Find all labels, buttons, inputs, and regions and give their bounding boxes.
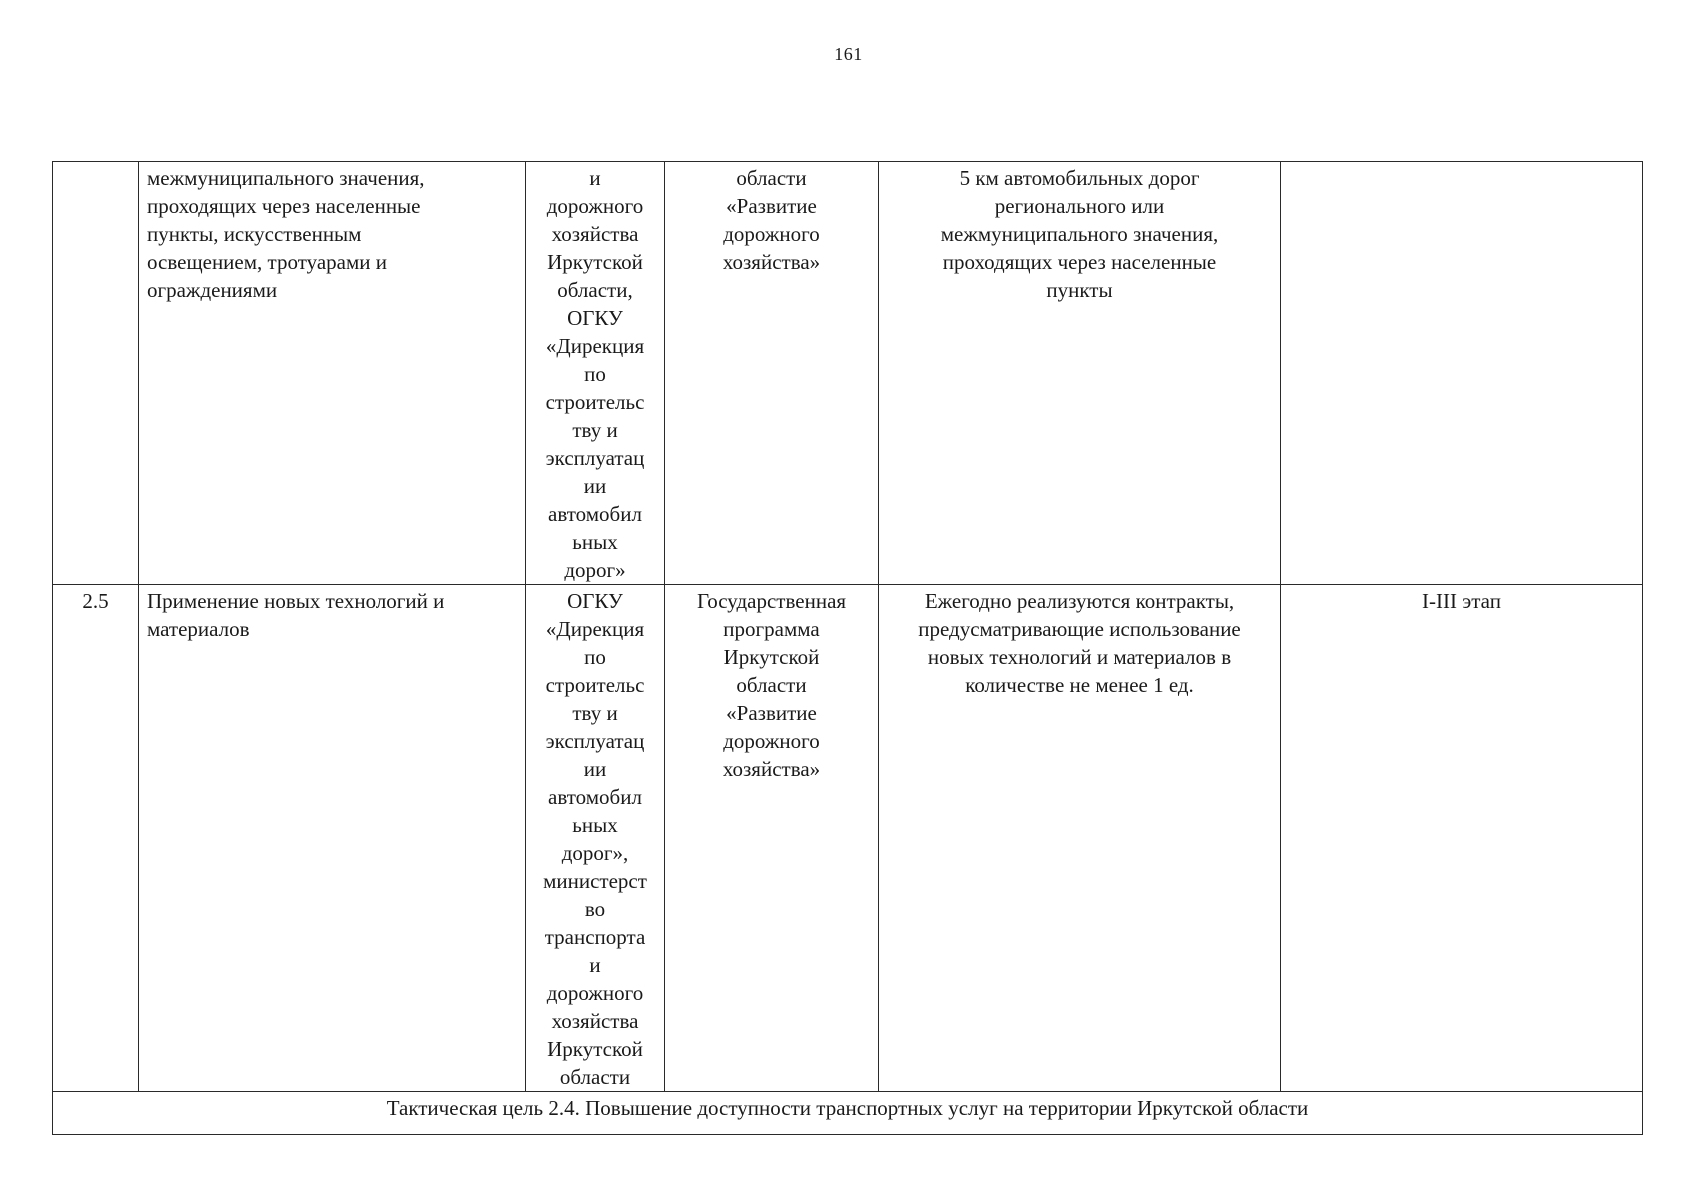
cell-text-line: проходящих через населенные <box>942 250 1217 274</box>
cell-text-line: Применение новых технологий и <box>147 589 445 613</box>
tactical-goal-row <box>53 1092 1643 1135</box>
cell-text-line: Государственная <box>696 589 847 613</box>
cell-text-line: освещением, тротуарами и <box>147 250 387 274</box>
cell-text-line: тву и <box>572 701 618 725</box>
cell-text-line: регионального или <box>994 194 1165 218</box>
action-cell <box>139 585 526 1092</box>
cell-text-line: тву и <box>572 418 618 442</box>
cell-text-line: области <box>736 673 807 697</box>
stage-cell: I-III этап <box>1281 585 1643 1092</box>
expected-result-cell <box>879 585 1281 1092</box>
cell-text-line: дорожного <box>546 194 644 218</box>
cell-text-line: «Развитие <box>726 701 817 725</box>
cell-text-line: хозяйства <box>551 1009 639 1033</box>
cell-text-line: по <box>584 362 606 386</box>
cell-text-line: Иркутской <box>723 645 820 669</box>
cell-text-line: ОГКУ <box>567 306 623 330</box>
cell-text-line: «Дирекция <box>545 617 645 641</box>
row-number-cell <box>53 162 139 585</box>
cell-text-line: межмуниципального значения, <box>940 222 1219 246</box>
cell-text-line: ьных <box>572 530 618 554</box>
cell-text-line: и <box>589 166 601 190</box>
cell-text-line: транспорта <box>544 925 646 949</box>
cell-text-line: «Дирекция <box>545 334 645 358</box>
cell-text-line: области <box>559 1065 631 1089</box>
cell-text-line: хозяйства <box>551 222 639 246</box>
cell-text-line: автомобил <box>548 785 642 809</box>
cell-text-line: эксплуатац <box>545 729 645 753</box>
table-row <box>53 162 1643 585</box>
cell-text-line: автомобил <box>548 502 642 526</box>
cell-text-line: хозяйства» <box>722 250 821 274</box>
cell-text-line: пункты, искусственным <box>147 222 362 246</box>
executor-cell <box>526 585 665 1092</box>
cell-text-line: ии <box>583 474 607 498</box>
cell-text-line: дорожного <box>723 729 820 753</box>
cell-text-line: по <box>584 645 606 669</box>
cell-text-line: области <box>736 166 807 190</box>
cell-text-line: эксплуатац <box>545 446 645 470</box>
cell-text-line: материалов <box>147 617 250 641</box>
cell-text-line: строительс <box>545 390 645 414</box>
executor-cell <box>526 162 665 585</box>
cell-text-line: строительс <box>545 673 645 697</box>
funding-source-cell <box>665 585 879 1092</box>
cell-text-line: Иркутской <box>547 1037 643 1061</box>
cell-text-line: дорожного <box>723 222 820 246</box>
cell-text-line: и <box>589 953 601 977</box>
cell-text-line: пункты <box>1046 278 1113 302</box>
table-row <box>53 585 1643 1092</box>
page-number: 161 <box>834 44 863 64</box>
row-number-cell: 2.5 <box>53 585 139 1092</box>
cell-text-line: дорожного <box>546 981 644 1005</box>
cell-text-line: новых технологий и материалов в <box>927 645 1232 669</box>
cell-text-line: предусматривающие использование <box>918 617 1241 641</box>
cell-text-line: Иркутской <box>547 250 643 274</box>
cell-text-line: межмуниципального значения, <box>147 166 425 190</box>
cell-text-line: ограждениями <box>147 278 278 302</box>
cell-text-line: области, <box>557 278 633 302</box>
cell-text-line: количестве не менее 1 ед. <box>965 673 1194 697</box>
document-table <box>52 161 1643 1135</box>
cell-text-line: дорог», <box>561 841 629 865</box>
cell-text-line: 5 км автомобильных дорог <box>959 166 1200 190</box>
expected-result-cell <box>879 162 1281 585</box>
cell-text-line: ьных <box>572 813 618 837</box>
cell-text-line: министерст <box>543 869 647 893</box>
cell-text-line: «Развитие <box>726 194 817 218</box>
tactical-goal-heading: Тактическая цель 2.4. Повышение доступности транспортных услуг на территории Иркутской области <box>53 1092 1643 1135</box>
cell-text-line: проходящих через населенные <box>147 194 421 218</box>
cell-text-line: ии <box>583 757 607 781</box>
action-cell <box>139 162 526 585</box>
cell-text-line: Ежегодно реализуются контракты, <box>924 589 1235 613</box>
cell-text-line: программа <box>723 617 820 641</box>
cell-text-line: дорог» <box>564 558 626 582</box>
stage-cell <box>1281 162 1643 585</box>
cell-text-line: ОГКУ <box>567 589 623 613</box>
cell-text-line: во <box>584 897 606 921</box>
cell-text-line: хозяйства» <box>722 757 821 781</box>
funding-source-cell <box>665 162 879 585</box>
